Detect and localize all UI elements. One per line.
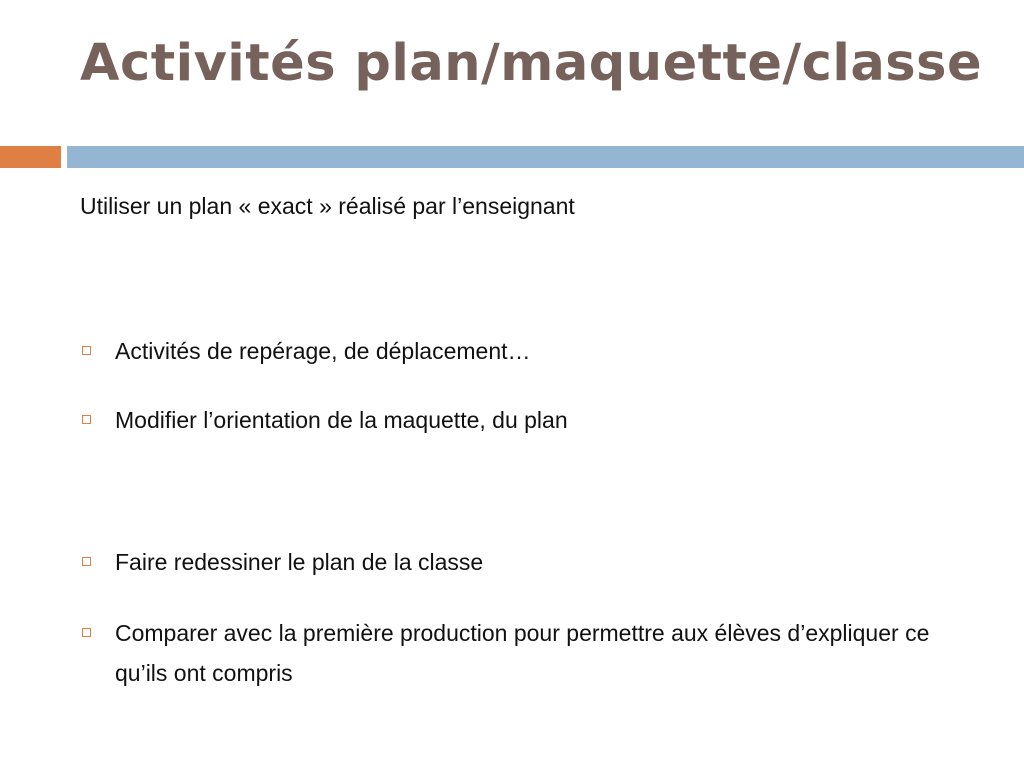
checkbox-square-icon — [82, 628, 91, 637]
checkbox-square-icon — [82, 415, 91, 424]
bullet-text: Modifier l’orientation de la maquette, du plan — [115, 407, 568, 433]
bullet-item — [82, 613, 962, 693]
slide-title: Activités plan/maquette/classe — [80, 34, 983, 93]
checkbox-square-icon — [82, 557, 91, 566]
bullet-text: Activités de repérage, de déplacement… — [115, 338, 531, 364]
divider-bar — [67, 146, 1024, 168]
bullet-text: Faire redessiner le plan de la classe — [115, 549, 484, 575]
bullet-text: Comparer avec la première production pour permettre aux élèves d’expliquer ce qu’ils ont compris — [115, 620, 930, 686]
bullet-item — [82, 331, 962, 371]
accent-bar — [0, 146, 61, 168]
bullet-item — [82, 542, 962, 582]
checkbox-square-icon — [82, 346, 91, 355]
bullet-item — [82, 400, 962, 440]
lead-text: Utiliser un plan « exact » réalisé par l’enseignant — [80, 193, 575, 219]
